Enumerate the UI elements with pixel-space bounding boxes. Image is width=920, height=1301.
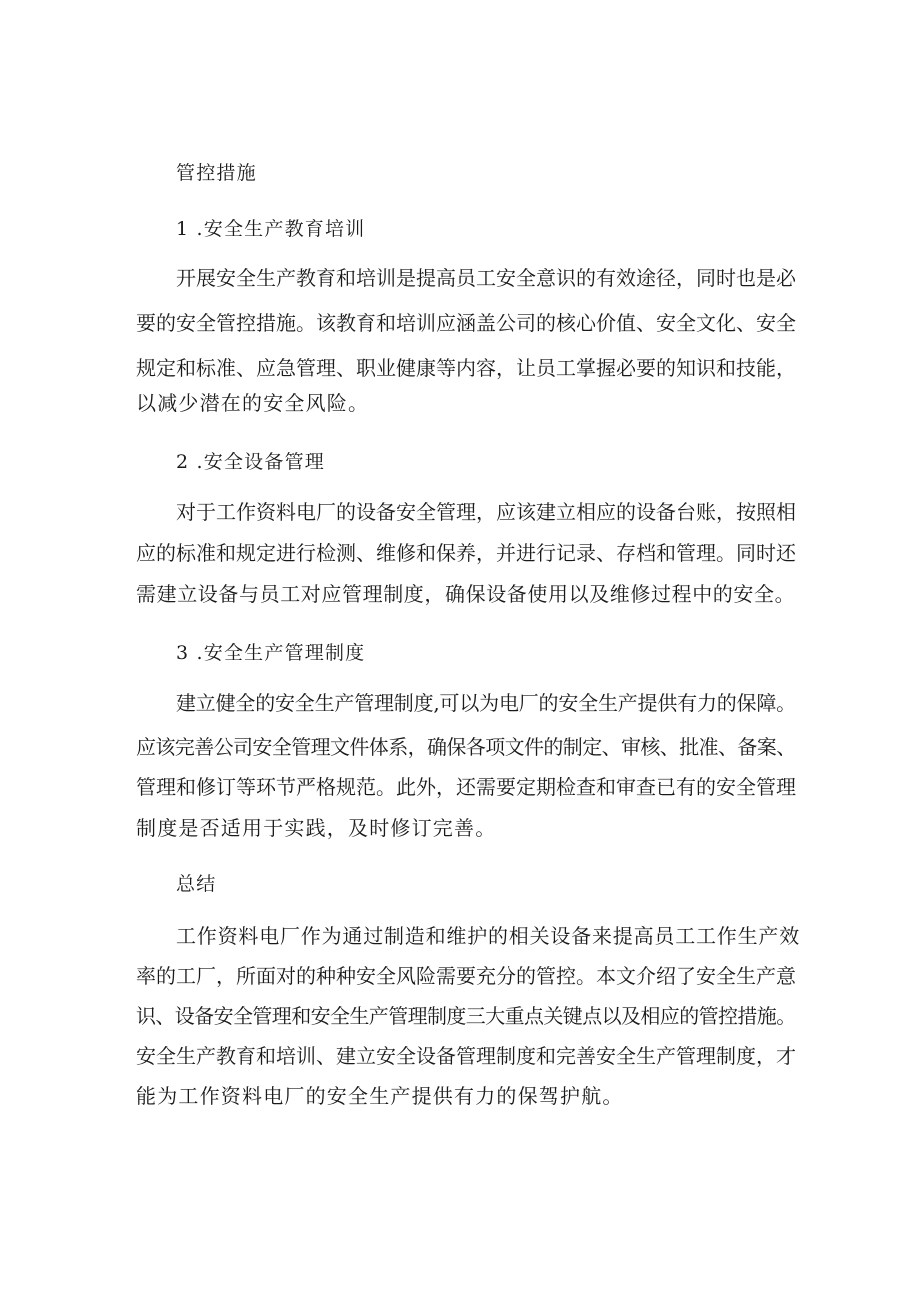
item-1-heading: 1 .安全生产教育培训 xyxy=(176,218,366,240)
item-1-paragraph-line: 要的安全管控措施。该教育和培训应涵盖公司的核心价值、安全文化、安全 xyxy=(136,311,796,335)
item-2-heading: 2 .安全设备管理 xyxy=(176,451,325,473)
item-2-paragraph-line: 对于工作资料电厂的设备安全管理，应该建立相应的设备台账，按照相 xyxy=(176,500,796,524)
summary-paragraph-line: 识、设备安全管理和安全生产管理制度三大重点关键点以及相应的管控措施。 xyxy=(136,1004,796,1028)
item-1-paragraph-line: 以减少潜在的安全风险。 xyxy=(136,391,370,415)
item-3-heading: 3 .安全生产管理制度 xyxy=(176,642,366,664)
item-3-paragraph-line: 制度是否适用于实践，及时修订完善。 xyxy=(136,816,497,840)
item-1-paragraph-line: 规定和标准、应急管理、职业健康等内容，让员工掌握必要的知识和技能， xyxy=(136,356,796,380)
item-3-paragraph-line: 应该完善公司安全管理文件体系，确保各项文件的制定、审核、批准、备案、 xyxy=(136,735,796,759)
summary-paragraph-line: 工作资料电厂作为通过制造和维护的相关设备来提高员工工作生产效 xyxy=(176,924,800,948)
item-2-paragraph-line: 应的标准和规定进行检测、维修和保养，并进行记录、存档和管理。同时还 xyxy=(136,541,796,565)
summary-title: 总结 xyxy=(176,873,217,895)
section-title: 管控措施 xyxy=(176,162,257,184)
item-3-paragraph-line: 建立健全的安全生产管理制度,可以为电厂的安全生产提供有力的保障。 xyxy=(176,691,796,715)
summary-paragraph-line: 能为工作资料电厂的安全生产提供有力的保驾护航。 xyxy=(136,1084,624,1108)
item-3-paragraph-line: 管理和修订等环节严格规范。此外，还需要定期检查和审查已有的安全管理 xyxy=(136,775,796,799)
summary-paragraph-line: 安全生产教育和培训、建立安全设备管理制度和完善安全生产管理制度，才 xyxy=(136,1044,796,1068)
summary-paragraph-line: 率的工厂，所面对的种种安全风险需要充分的管控。本文介绍了安全生产意 xyxy=(136,964,796,988)
item-1-paragraph-line: 开展安全生产教育和培训是提高员工安全意识的有效途径，同时也是必 xyxy=(176,266,796,290)
item-2-paragraph-line: 需建立设备与员工对应管理制度，确保设备使用以及维修过程中的安全。 xyxy=(136,582,796,606)
